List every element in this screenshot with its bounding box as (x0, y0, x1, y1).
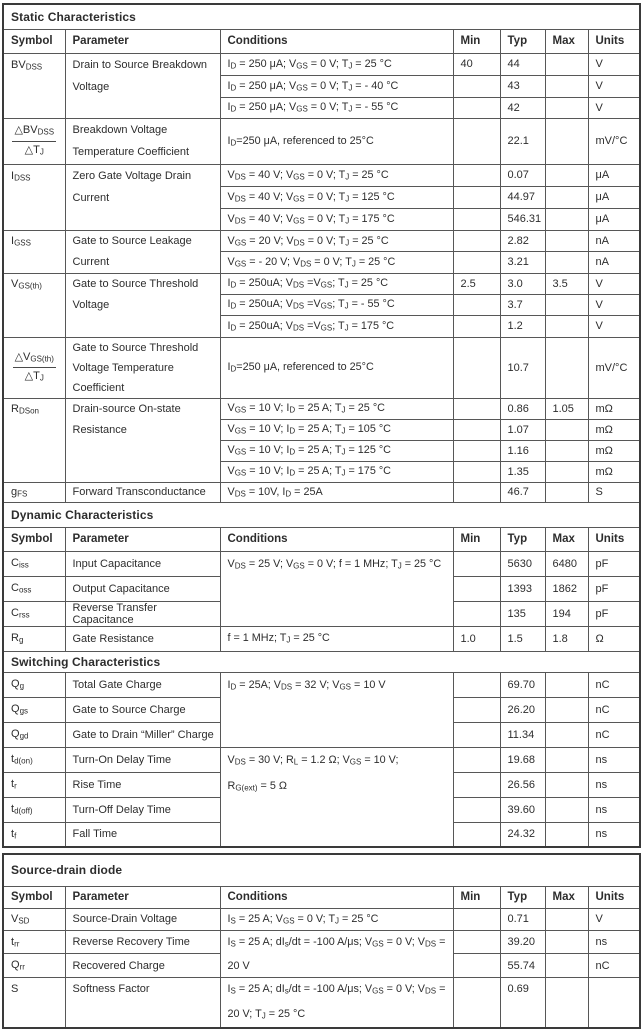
max-cell (545, 697, 588, 722)
max-cell: 1862 (545, 576, 588, 601)
section-title-static: Static Characteristics (3, 4, 640, 29)
max-cell: 3.5 (545, 273, 588, 294)
section-title-row (3, 502, 640, 527)
max-cell (545, 822, 588, 847)
table-row (3, 53, 640, 75)
header-conditions: Conditions (220, 29, 453, 53)
max-cell (545, 230, 588, 252)
conditions-cell: f = 1 MHz; TJ = 25 °C (220, 626, 453, 651)
min-cell (453, 208, 500, 230)
typ-cell: 39.20 (500, 930, 545, 954)
conditions-cell: IS = 25 A; dIs/dt = -100 A/μs; VGS = 0 V; VDS = 20 V; TJ = 25 °C (220, 978, 453, 1029)
conditions-cell: VDS = 40 V; VGS = 0 V; TJ = 125 °C (220, 186, 453, 208)
parameter-cell: Drain to Source Breakdown Voltage (65, 53, 220, 118)
typ-cell: 55.74 (500, 954, 545, 978)
typ-cell: 44.97 (500, 186, 545, 208)
max-cell (545, 186, 588, 208)
min-cell (453, 978, 500, 1029)
max-cell (545, 672, 588, 697)
symbol-cell: Rg (3, 626, 65, 651)
table-row (3, 930, 640, 954)
conditions-cell: ID = 250uA; VDS =VGS; TJ = 175 °C (220, 315, 453, 337)
column-header-row (3, 29, 640, 53)
units-cell: ns (588, 772, 640, 797)
parameter-cell: Drain-source On-state Resistance (65, 398, 220, 482)
typ-cell: 22.1 (500, 118, 545, 164)
units-cell: μA (588, 208, 640, 230)
header-min: Min (453, 29, 500, 53)
table-row (3, 337, 640, 398)
typ-cell: 1393 (500, 576, 545, 601)
fraction-symbol (12, 124, 56, 158)
typ-cell: 3.7 (500, 294, 545, 315)
symbol-cell (3, 337, 65, 398)
table-row (3, 164, 640, 186)
units-cell: ns (588, 747, 640, 772)
max-cell (545, 440, 588, 461)
units-cell: ns (588, 930, 640, 954)
fraction-numerator: △BVDSS (12, 124, 56, 142)
min-cell (453, 482, 500, 502)
characteristics-table (2, 3, 641, 848)
fraction-numerator: △VGS(th) (13, 351, 56, 369)
conditions-cell: ID = 250 μA; VGS = 0 V; TJ = - 40 °C (220, 75, 453, 97)
typ-cell: 1.16 (500, 440, 545, 461)
max-cell (545, 772, 588, 797)
units-cell: mΩ (588, 440, 640, 461)
symbol-cell: VGS(th) (3, 273, 65, 337)
units-cell: nC (588, 954, 640, 978)
header-max: Max (545, 886, 588, 908)
section-title-row (3, 854, 640, 886)
typ-cell: 2.82 (500, 230, 545, 252)
units-cell: V (588, 315, 640, 337)
typ-cell: 0.86 (500, 398, 545, 419)
table-row (3, 273, 640, 294)
header-units: Units (588, 527, 640, 551)
symbol-cell: Qrr (3, 954, 65, 978)
max-cell (545, 118, 588, 164)
units-cell: μA (588, 164, 640, 186)
symbol-cell: Qg (3, 672, 65, 697)
header-parameter: Parameter (65, 29, 220, 53)
symbol-cell: Coss (3, 576, 65, 601)
conditions-cell: ID = 250 μA; VGS = 0 V; TJ = - 55 °C (220, 97, 453, 118)
units-cell: V (588, 53, 640, 75)
parameter-cell: Gate to Source Threshold Voltage (65, 273, 220, 337)
header-max: Max (545, 29, 588, 53)
min-cell (453, 672, 500, 697)
table-row (3, 626, 640, 651)
min-cell (453, 164, 500, 186)
units-cell: ns (588, 822, 640, 847)
fraction-denominator: △TJ (24, 370, 44, 383)
typ-cell: 3.0 (500, 273, 545, 294)
typ-cell: 69.70 (500, 672, 545, 697)
typ-cell: 0.71 (500, 908, 545, 930)
parameter-cell: Gate to Source Leakage Current (65, 230, 220, 273)
conditions-cell: VDS = 30 V; RL = 1.2 Ω; VGS = 10 V; RG(ext) = 5 Ω (220, 747, 453, 847)
symbol-cell: IDSS (3, 164, 65, 230)
typ-cell: 19.68 (500, 747, 545, 772)
units-cell: mΩ (588, 461, 640, 482)
symbol-cell: gFS (3, 482, 65, 502)
symbol-cell: RDSon (3, 398, 65, 482)
min-cell: 2.5 (453, 273, 500, 294)
min-cell (453, 186, 500, 208)
min-cell (453, 315, 500, 337)
conditions-cell: ID = 250uA; VDS =VGS; TJ = 25 °C (220, 273, 453, 294)
symbol-cell: Ciss (3, 551, 65, 576)
max-cell (545, 294, 588, 315)
min-cell (453, 797, 500, 822)
typ-cell: 10.7 (500, 337, 545, 398)
units-cell: V (588, 75, 640, 97)
typ-cell: 3.21 (500, 252, 545, 274)
max-cell (545, 908, 588, 930)
header-symbol: Symbol (3, 527, 65, 551)
typ-cell: 135 (500, 601, 545, 626)
min-cell (453, 576, 500, 601)
conditions-cell: VGS = 10 V; ID = 25 A; TJ = 105 °C (220, 419, 453, 440)
units-cell: pF (588, 601, 640, 626)
min-cell (453, 97, 500, 118)
table-row (3, 398, 640, 419)
typ-cell: 42 (500, 97, 545, 118)
parameter-cell: Input Capacitance (65, 551, 220, 576)
conditions-cell: ID = 250 μA; VGS = 0 V; TJ = 25 °C (220, 53, 453, 75)
parameter-cell: Zero Gate Voltage Drain Current (65, 164, 220, 230)
symbol-cell: BVDSS (3, 53, 65, 118)
min-cell (453, 954, 500, 978)
min-cell (453, 722, 500, 747)
typ-cell: 43 (500, 75, 545, 97)
units-cell: nA (588, 230, 640, 252)
parameter-cell: Reverse Transfer Capacitance (65, 601, 220, 626)
header-min: Min (453, 527, 500, 551)
min-cell: 40 (453, 53, 500, 75)
min-cell (453, 440, 500, 461)
section-title-dynamic: Dynamic Characteristics (3, 502, 640, 527)
section-title-diode: Source-drain diode (3, 854, 640, 886)
symbol-cell: S (3, 978, 65, 1029)
symbol-cell: Qgs (3, 697, 65, 722)
min-cell: 1.0 (453, 626, 500, 651)
parameter-cell: Softness Factor (65, 978, 220, 1029)
conditions-cell: VDS = 10V, ID = 25A (220, 482, 453, 502)
units-cell (588, 978, 640, 1029)
conditions-cell: ID=250 μA, referenced to 25°C (220, 337, 453, 398)
units-cell: nC (588, 697, 640, 722)
units-cell: mΩ (588, 419, 640, 440)
header-min: Min (453, 886, 500, 908)
header-typ: Typ (500, 886, 545, 908)
symbol-cell: VSD (3, 908, 65, 930)
conditions-cell: VGS = 10 V; ID = 25 A; TJ = 125 °C (220, 440, 453, 461)
max-cell: 1.8 (545, 626, 588, 651)
header-typ: Typ (500, 527, 545, 551)
units-cell: nA (588, 252, 640, 274)
fraction-symbol (13, 351, 56, 385)
min-cell (453, 337, 500, 398)
conditions-cell: IS = 25 A; VGS = 0 V; TJ = 25 °C (220, 908, 453, 930)
table-row (3, 672, 640, 697)
max-cell (545, 930, 588, 954)
max-cell (545, 97, 588, 118)
max-cell: 6480 (545, 551, 588, 576)
max-cell (545, 419, 588, 440)
typ-cell: 26.56 (500, 772, 545, 797)
max-cell (545, 747, 588, 772)
symbol-cell: td(off) (3, 797, 65, 822)
header-symbol: Symbol (3, 29, 65, 53)
header-conditions: Conditions (220, 886, 453, 908)
table-row (3, 747, 640, 772)
header-typ: Typ (500, 29, 545, 53)
header-parameter: Parameter (65, 886, 220, 908)
typ-cell: 39.60 (500, 797, 545, 822)
max-cell (545, 797, 588, 822)
conditions-cell: VDS = 40 V; VGS = 0 V; TJ = 25 °C (220, 164, 453, 186)
parameter-cell: Gate to Source Charge (65, 697, 220, 722)
units-cell: ns (588, 797, 640, 822)
conditions-cell: VGS = 10 V; ID = 25 A; TJ = 25 °C (220, 398, 453, 419)
min-cell (453, 822, 500, 847)
parameter-cell: Reverse Recovery Time (65, 930, 220, 954)
min-cell (453, 461, 500, 482)
section-title-row (3, 4, 640, 29)
parameter-cell: Recovered Charge (65, 954, 220, 978)
max-cell (545, 208, 588, 230)
min-cell (453, 697, 500, 722)
units-cell: V (588, 294, 640, 315)
table-row (3, 230, 640, 252)
units-cell: nC (588, 672, 640, 697)
min-cell (453, 930, 500, 954)
header-units: Units (588, 29, 640, 53)
source-drain-diode-table (2, 853, 641, 1029)
section-title-row (3, 651, 640, 672)
typ-cell: 44 (500, 53, 545, 75)
units-cell: V (588, 97, 640, 118)
max-cell (545, 482, 588, 502)
symbol-cell: tr (3, 772, 65, 797)
symbol-cell: Crss (3, 601, 65, 626)
typ-cell: 46.7 (500, 482, 545, 502)
units-cell: nC (588, 722, 640, 747)
max-cell (545, 315, 588, 337)
table-row (3, 908, 640, 930)
typ-cell: 26.20 (500, 697, 545, 722)
units-cell: mV/°C (588, 118, 640, 164)
table-row (3, 978, 640, 1029)
parameter-cell: Gate Resistance (65, 626, 220, 651)
header-symbol: Symbol (3, 886, 65, 908)
parameter-cell: Fall Time (65, 822, 220, 847)
max-cell (545, 954, 588, 978)
min-cell (453, 747, 500, 772)
column-header-row (3, 886, 640, 908)
parameter-cell: Output Capacitance (65, 576, 220, 601)
table-row (3, 118, 640, 164)
parameter-cell: Breakdown Voltage Temperature Coefficient (65, 118, 220, 164)
max-cell: 1.05 (545, 398, 588, 419)
max-cell: 194 (545, 601, 588, 626)
min-cell (453, 118, 500, 164)
units-cell: mΩ (588, 398, 640, 419)
header-conditions: Conditions (220, 527, 453, 551)
min-cell (453, 294, 500, 315)
column-header-row (3, 527, 640, 551)
conditions-cell: ID=250 μA, referenced to 25°C (220, 118, 453, 164)
typ-cell: 1.2 (500, 315, 545, 337)
header-max: Max (545, 527, 588, 551)
units-cell: S (588, 482, 640, 502)
parameter-cell: Gate to Drain “Miller” Charge (65, 722, 220, 747)
max-cell (545, 53, 588, 75)
header-parameter: Parameter (65, 527, 220, 551)
conditions-cell: ID = 25A; VDS = 32 V; VGS = 10 V (220, 672, 453, 747)
fraction-denominator: △TJ (24, 143, 44, 156)
min-cell (453, 908, 500, 930)
conditions-cell: IS = 25 A; dIs/dt = -100 A/μs; VGS = 0 V; VDS = 20 V (220, 930, 453, 978)
units-cell: mV/°C (588, 337, 640, 398)
max-cell (545, 337, 588, 398)
conditions-cell: VGS = - 20 V; VDS = 0 V; TJ = 25 °C (220, 252, 453, 274)
table-row (3, 551, 640, 576)
conditions-cell: ID = 250uA; VDS =VGS; TJ = - 55 °C (220, 294, 453, 315)
units-cell: V (588, 273, 640, 294)
typ-cell: 24.32 (500, 822, 545, 847)
units-cell: μA (588, 186, 640, 208)
symbol-cell: Qgd (3, 722, 65, 747)
typ-cell: 11.34 (500, 722, 545, 747)
units-cell: pF (588, 576, 640, 601)
section-title-switching: Switching Characteristics (3, 651, 640, 672)
conditions-cell: VGS = 20 V; VDS = 0 V; TJ = 25 °C (220, 230, 453, 252)
conditions-cell: VDS = 25 V; VGS = 0 V; f = 1 MHz; TJ = 25 °C (220, 551, 453, 626)
min-cell (453, 230, 500, 252)
parameter-cell: Total Gate Charge (65, 672, 220, 697)
parameter-cell: Turn-On Delay Time (65, 747, 220, 772)
min-cell (453, 772, 500, 797)
typ-cell: 546.31 (500, 208, 545, 230)
typ-cell: 0.69 (500, 978, 545, 1029)
parameter-cell: Gate to Source Threshold Voltage Temperature Coefficient (65, 337, 220, 398)
max-cell (545, 252, 588, 274)
max-cell (545, 75, 588, 97)
min-cell (453, 551, 500, 576)
header-units: Units (588, 886, 640, 908)
min-cell (453, 75, 500, 97)
parameter-cell: Forward Transconductance (65, 482, 220, 502)
symbol-cell: tf (3, 822, 65, 847)
min-cell (453, 252, 500, 274)
units-cell: pF (588, 551, 640, 576)
max-cell (545, 722, 588, 747)
conditions-cell: VGS = 10 V; ID = 25 A; TJ = 175 °C (220, 461, 453, 482)
parameter-cell: Turn-Off Delay Time (65, 797, 220, 822)
symbol-cell: IGSS (3, 230, 65, 273)
typ-cell: 1.35 (500, 461, 545, 482)
max-cell (545, 164, 588, 186)
min-cell (453, 419, 500, 440)
parameter-cell: Source-Drain Voltage (65, 908, 220, 930)
min-cell (453, 601, 500, 626)
min-cell (453, 398, 500, 419)
parameter-cell: Rise Time (65, 772, 220, 797)
symbol-cell: td(on) (3, 747, 65, 772)
conditions-cell: VDS = 40 V; VGS = 0 V; TJ = 175 °C (220, 208, 453, 230)
symbol-cell (3, 118, 65, 164)
typ-cell: 1.5 (500, 626, 545, 651)
units-cell: Ω (588, 626, 640, 651)
units-cell: V (588, 908, 640, 930)
max-cell (545, 978, 588, 1029)
typ-cell: 5630 (500, 551, 545, 576)
max-cell (545, 461, 588, 482)
symbol-cell: trr (3, 930, 65, 954)
typ-cell: 0.07 (500, 164, 545, 186)
typ-cell: 1.07 (500, 419, 545, 440)
table-row (3, 482, 640, 502)
